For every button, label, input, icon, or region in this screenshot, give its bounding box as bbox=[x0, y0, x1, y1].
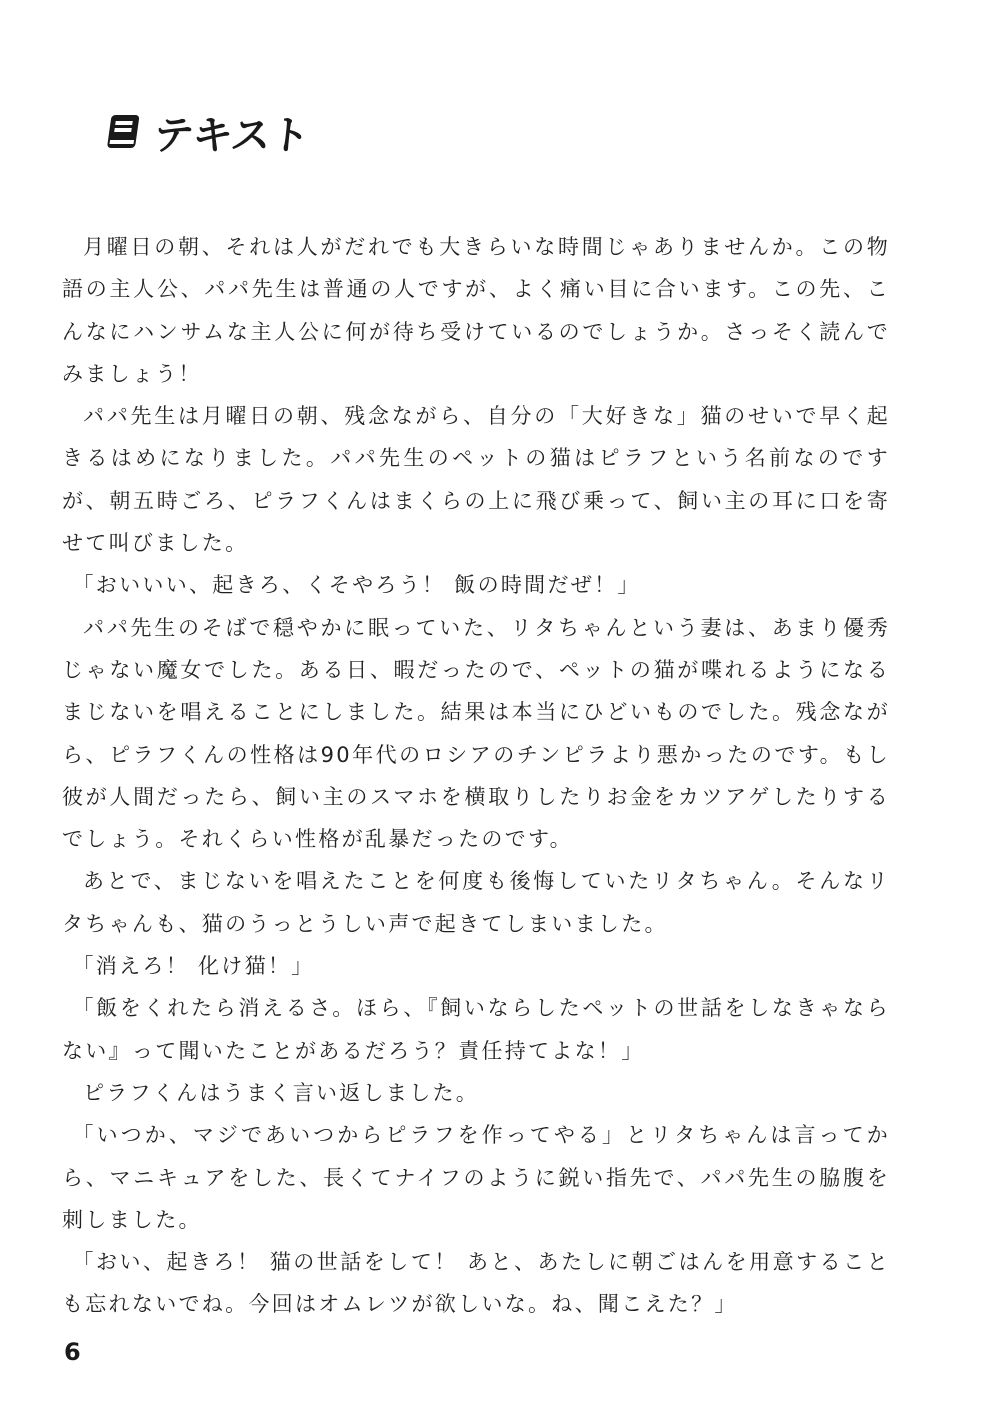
dialogue-line: 「おいいい、起きろ、くそやろう！ 飯の時間だぜ！」 bbox=[72, 573, 641, 598]
dialogue-line: 「飯をくれたら消えるさ。ほら、『飼いならしたペットの世話をしなきゃならない』って聞いたことがあるだろう？責任持てよな！」 bbox=[62, 996, 890, 1063]
paragraph-intro: 月曜日の朝、それは人がだれでも大きらいな時間じゃありませんか。この物語の主人公、パパ先生は普通の人ですが、よく痛い目に合います。この先、こんなにハンサムな主人公に何が待ち受けているのでしょうか。さっそく読んでみましょう！ bbox=[62, 235, 890, 386]
paragraph: ピラフくんはうまく言い返しました。 bbox=[83, 1080, 480, 1105]
section-heading bbox=[104, 106, 312, 159]
paragraph: パパ先生のそばで穏やかに眠っていた、リタちゃんという妻は、あまり優秀じゃない魔女でした。ある日、暇だったので、ペットの猫が喋れるようになるまじないを唱えることにしました。結果は本当にひどいものでした。残念ながら、ピラフくんの性格は90年代のロシアのチンピラより悪かったのです。もし彼が人間だったら、飼い主のスマホを横取りしたりお金をカツアゲしたりするでしょう。それくらい性格が乱暴だったのです。 bbox=[62, 615, 890, 852]
book-icon bbox=[104, 112, 144, 152]
dialogue-line: 「おい、起きろ！ 猫の世話をして！ あと、あたしに朝ごはんを用意することも忘れないでね。今回はオムレツが欲しいな。ね、聞こえた？」 bbox=[62, 1250, 890, 1317]
dialogue-line: 「消えろ！ 化け猫！」 bbox=[72, 954, 315, 979]
dialogue-line: 「いつか、マジであいつからピラフを作ってやる」とリタちゃんは言ってから、マニキュアをした、長くてナイフのように鋭い指先で、パパ先生の脇腹を刺しました。 bbox=[62, 1123, 890, 1232]
section-title: テキスト bbox=[151, 112, 312, 159]
paragraph: パパ先生は月曜日の朝、残念ながら、自分の「大好きな」猫のせいで早く起きるはめになりました。パパ先生のペットの猫はピラフという名前なのですが、朝五時ごろ、ピラフくんはまくらの上に飛び乗って、飼い主の耳に口を寄せて叫びました。 bbox=[62, 404, 890, 556]
story-text bbox=[62, 226, 890, 1326]
paragraph: あとで、まじないを唱えたことを何度も後悔していたリタちゃん。そんなリタちゃんも、猫のうっとうしい声で起きてしまいました。 bbox=[62, 869, 890, 936]
page-number: 6 bbox=[64, 1338, 81, 1366]
